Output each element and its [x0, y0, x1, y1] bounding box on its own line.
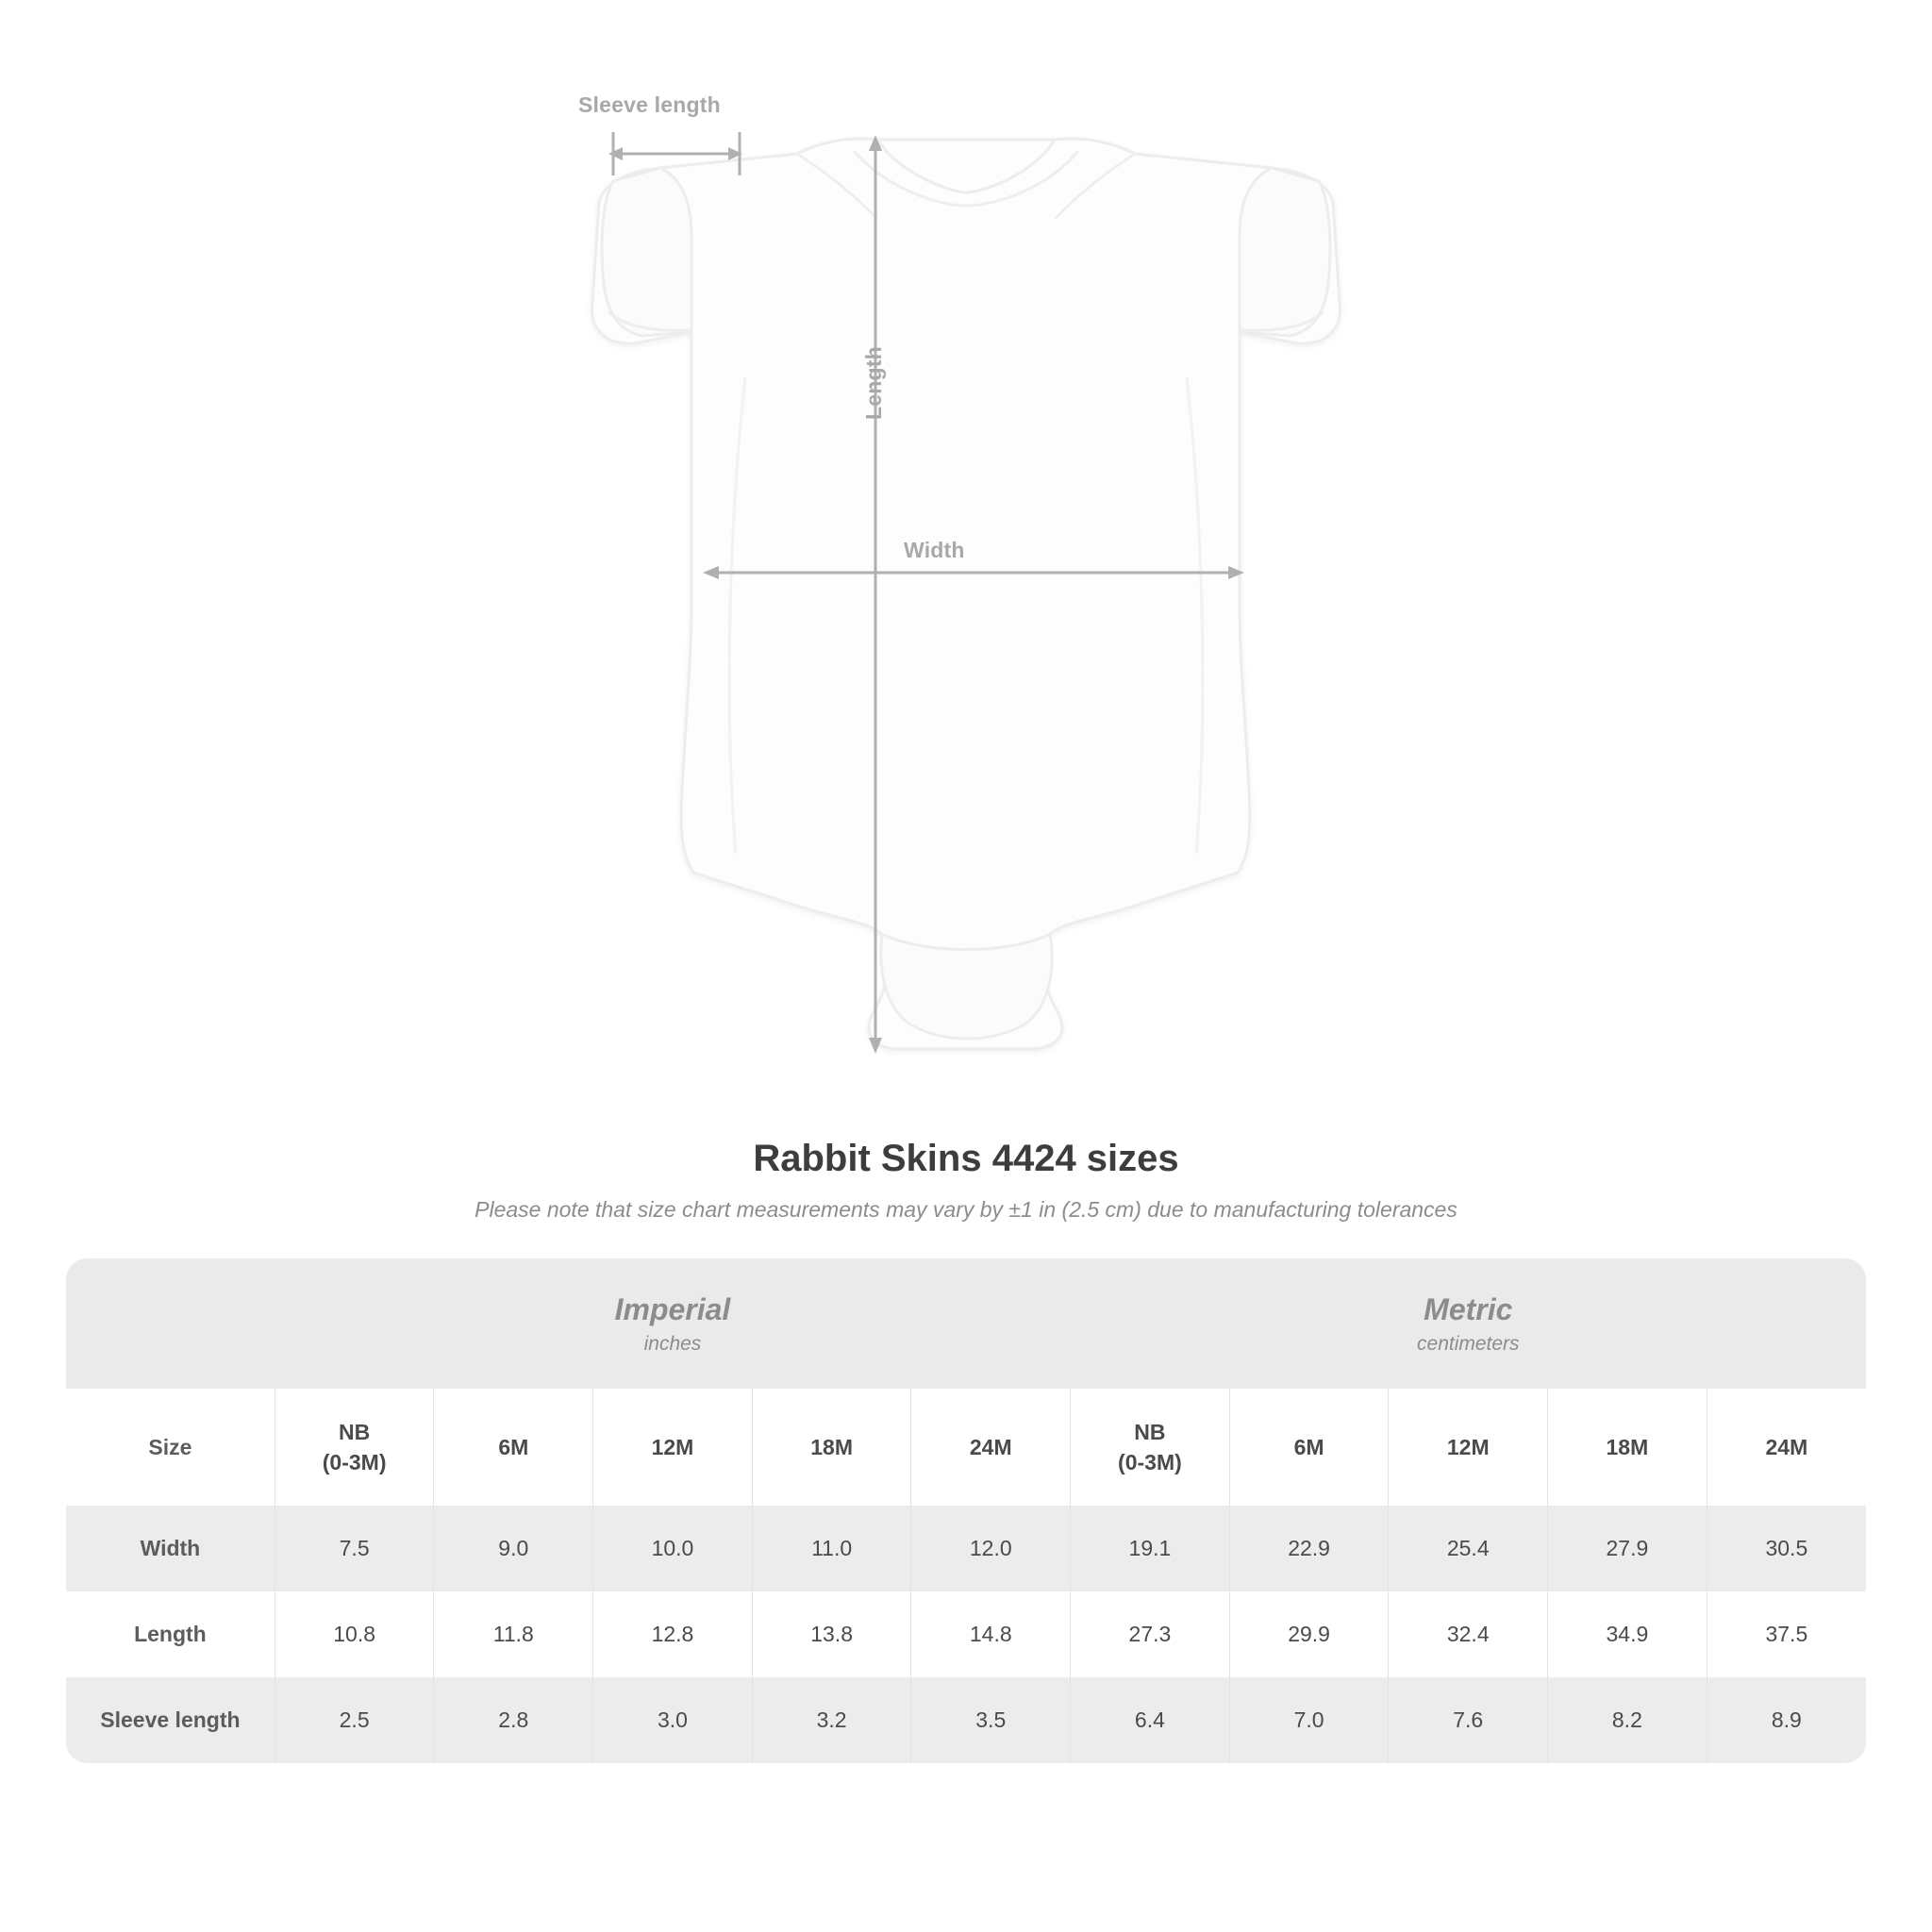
- title-block: [0, 1138, 1932, 1223]
- cell-length-metric-12m: 32.4: [1389, 1591, 1548, 1677]
- cell-width-imperial-18m: 11.0: [752, 1506, 911, 1591]
- cell-sleeve-imperial-6m: 2.8: [434, 1677, 593, 1763]
- length-dimension-label: Length: [861, 346, 886, 420]
- cell-sleeve-imperial-nb: 2.5: [275, 1677, 434, 1763]
- cell-width-imperial-24m: 12.0: [911, 1506, 1071, 1591]
- cell-length-imperial-12m: 12.8: [593, 1591, 753, 1677]
- cell-sleeve-imperial-24m: 3.5: [911, 1677, 1071, 1763]
- cell-width-imperial-nb: 7.5: [275, 1506, 434, 1591]
- column-header-imperial-nb: [275, 1389, 434, 1506]
- cell-width-imperial-6m: 9.0: [434, 1506, 593, 1591]
- cell-sleeve-imperial-12m: 3.0: [593, 1677, 753, 1763]
- column-header-imperial-24m: 24M: [911, 1389, 1071, 1506]
- cell-length-imperial-nb: 10.8: [275, 1591, 434, 1677]
- page-title: Rabbit Skins 4424 sizes: [753, 1138, 1179, 1179]
- tolerance-note: Please note that size chart measurements may vary by ±1 in (2.5 cm) due to manufacturing tolerances: [475, 1197, 1457, 1222]
- row-label-sleeve-length: Sleeve length: [66, 1677, 275, 1763]
- table-row: [66, 1677, 1866, 1763]
- unit-header-row: [66, 1258, 1866, 1389]
- column-header-imperial-6m: 6M: [434, 1389, 593, 1506]
- cell-length-metric-nb: 27.3: [1071, 1591, 1230, 1677]
- cell-sleeve-metric-24m: 8.9: [1707, 1677, 1866, 1763]
- column-header-row: [66, 1389, 1866, 1506]
- size-table: [66, 1258, 1866, 1763]
- cell-length-imperial-18m: 13.8: [752, 1591, 911, 1677]
- cell-sleeve-metric-nb: 6.4: [1071, 1677, 1230, 1763]
- sleeve-length-dimension-label: Sleeve length: [578, 92, 721, 117]
- cell-length-imperial-24m: 14.8: [911, 1591, 1071, 1677]
- size-table-container: [66, 1258, 1866, 1763]
- column-header-metric-18m: 18M: [1548, 1389, 1707, 1506]
- table-row: [66, 1591, 1866, 1677]
- cell-length-imperial-6m: 11.8: [434, 1591, 593, 1677]
- cell-sleeve-metric-6m: 7.0: [1229, 1677, 1389, 1763]
- cell-width-metric-24m: 30.5: [1707, 1506, 1866, 1591]
- unit-imperial-sub: inches: [643, 1333, 702, 1355]
- cell-sleeve-metric-18m: 8.2: [1548, 1677, 1707, 1763]
- column-header-metric-12m: 12M: [1389, 1389, 1548, 1506]
- column-header-imperial-18m: 18M: [752, 1389, 911, 1506]
- width-dimension-label: Width: [904, 538, 965, 562]
- column-header-line1: NB: [1134, 1419, 1166, 1444]
- unit-group-metric: [1071, 1258, 1866, 1389]
- cell-width-metric-6m: 22.9: [1229, 1506, 1389, 1591]
- cell-width-metric-12m: 25.4: [1389, 1506, 1548, 1591]
- cell-length-metric-18m: 34.9: [1548, 1591, 1707, 1677]
- column-header-size: Size: [66, 1389, 275, 1506]
- column-header-imperial-12m: 12M: [593, 1389, 753, 1506]
- unit-metric-name: Metric: [1424, 1292, 1513, 1326]
- unit-group-imperial: [275, 1258, 1070, 1389]
- unit-spacer-cell: [66, 1258, 275, 1389]
- cell-width-metric-18m: 27.9: [1548, 1506, 1707, 1591]
- unit-imperial-name: Imperial: [614, 1292, 731, 1326]
- column-header-line1: NB: [339, 1419, 371, 1444]
- column-header-metric-6m: 6M: [1229, 1389, 1389, 1506]
- unit-metric-sub: centimeters: [1417, 1333, 1520, 1355]
- cell-sleeve-imperial-18m: 3.2: [752, 1677, 911, 1763]
- row-label-length: Length: [66, 1591, 275, 1677]
- cell-width-imperial-12m: 10.0: [593, 1506, 753, 1591]
- column-header-line2: (0-3M): [322, 1449, 387, 1474]
- column-header-metric-24m: 24M: [1707, 1389, 1866, 1506]
- cell-sleeve-metric-12m: 7.6: [1389, 1677, 1548, 1763]
- row-label-width: Width: [66, 1506, 275, 1591]
- column-header-metric-nb: [1071, 1389, 1230, 1506]
- column-header-line2: (0-3M): [1118, 1449, 1182, 1474]
- cell-width-metric-nb: 19.1: [1071, 1506, 1230, 1591]
- cell-length-metric-6m: 29.9: [1229, 1591, 1389, 1677]
- cell-length-metric-24m: 37.5: [1707, 1591, 1866, 1677]
- table-row: [66, 1506, 1866, 1591]
